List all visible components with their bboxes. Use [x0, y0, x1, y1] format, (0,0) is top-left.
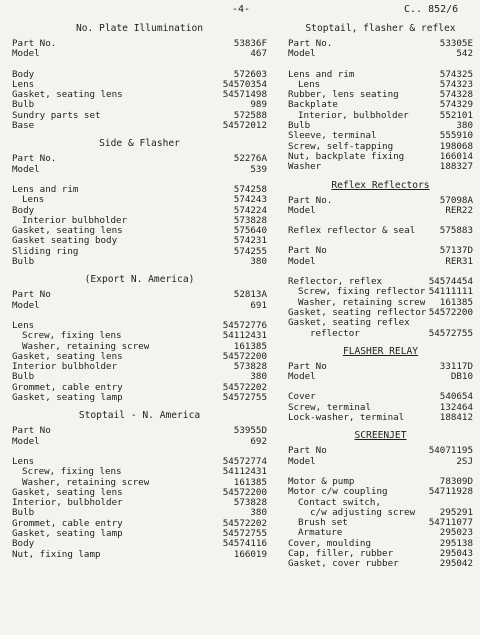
- page-number: -4-: [232, 4, 251, 15]
- part-value: 380: [456, 120, 473, 132]
- part-label: Body: [12, 69, 35, 80]
- part-value: 572588: [233, 109, 267, 121]
- part-label: Gasket, seating lens: [12, 90, 123, 101]
- part-row: [288, 457, 473, 467]
- part-value: 574231: [233, 235, 267, 247]
- part-label: Motor & pump: [288, 476, 355, 487]
- part-row: [12, 331, 267, 341]
- part-value: DB10: [450, 371, 473, 383]
- part-row: [288, 39, 473, 49]
- part-row: [12, 236, 267, 246]
- part-row: [12, 49, 267, 59]
- part-value: 57098A: [439, 194, 473, 206]
- part-label: Cover: [288, 392, 316, 403]
- part-label: Gasket seating body: [12, 236, 118, 247]
- part-value: 295291: [439, 506, 473, 518]
- part-label: Contact switch,: [298, 497, 381, 508]
- part-row: [12, 216, 267, 226]
- part-value: 132464: [439, 401, 473, 413]
- part-label: Part No.: [288, 39, 333, 49]
- part-value: 54570354: [222, 78, 267, 90]
- part-value: 54572755: [428, 327, 473, 339]
- section-heading: [288, 345, 473, 358]
- part-label: Model: [288, 372, 316, 383]
- section-heading: [12, 273, 267, 286]
- part-value: 539: [250, 163, 267, 175]
- part-value: 380: [250, 371, 267, 383]
- spacer: [12, 175, 267, 185]
- part-row: [12, 226, 267, 236]
- part-label: Screw, self-tapping: [288, 141, 394, 152]
- section-heading: [12, 22, 267, 35]
- section-heading-text: FLASHER RELAY: [342, 345, 419, 357]
- part-label: Reflex reflector & seal: [288, 226, 416, 237]
- part-value: 188412: [439, 412, 473, 424]
- part-label: Screw, terminal: [288, 402, 371, 413]
- part-value: 574328: [439, 89, 473, 101]
- part-label: Screw, fixing reflector: [298, 287, 426, 298]
- part-value: 54711928: [428, 486, 473, 498]
- part-value: 574323: [439, 78, 473, 90]
- part-label: Lens: [12, 456, 35, 467]
- part-row: [288, 318, 473, 328]
- part-label: Grommet, cable entry: [12, 382, 123, 393]
- right-column: [288, 20, 473, 576]
- part-row: [288, 413, 473, 423]
- section-heading-text: No. Plate Illumination: [75, 23, 204, 34]
- part-value: 54572200: [222, 486, 267, 498]
- part-value: 295042: [439, 558, 473, 570]
- part-label: Lens: [22, 195, 45, 206]
- part-label: Part No: [288, 246, 327, 257]
- part-label: Gasket, seating lamp: [12, 528, 123, 539]
- section-stoptail-n-america: [12, 409, 267, 560]
- part-label: Lens: [12, 79, 35, 90]
- part-row: [288, 206, 473, 216]
- part-label: reflector: [310, 328, 360, 339]
- part-label: Backplate: [288, 100, 338, 111]
- part-label: Rubber, lens seating: [288, 90, 399, 101]
- part-label: Model: [12, 49, 40, 60]
- part-value: 295023: [439, 527, 473, 539]
- part-row: [12, 100, 267, 110]
- part-label: Gasket, seating reflector: [288, 307, 427, 318]
- section-heading: [12, 137, 267, 150]
- part-value: 54571498: [222, 89, 267, 101]
- part-value: 33117D: [439, 360, 473, 372]
- part-label: Bulb: [12, 100, 35, 111]
- part-row: [288, 487, 473, 497]
- section-no-plate-illumination: [12, 22, 267, 131]
- part-row: [288, 308, 473, 318]
- part-value: RER31: [445, 255, 473, 267]
- part-label: Washer, retaining screw: [22, 477, 150, 488]
- part-label: Washer, retaining screw: [298, 297, 426, 308]
- part-label: Screw, fixing lens: [22, 467, 122, 478]
- part-label: Sleeve, terminal: [288, 131, 377, 142]
- part-row: [12, 352, 267, 362]
- part-row: [288, 329, 473, 339]
- part-label: Reflector, reflex: [288, 277, 383, 288]
- part-label: Lens: [12, 320, 35, 331]
- part-value: 573828: [233, 214, 267, 226]
- section-stoptail-flasher-reflex: [288, 22, 473, 173]
- part-row: [12, 437, 267, 447]
- part-value: RER22: [445, 204, 473, 216]
- part-label: Part No: [288, 446, 327, 457]
- part-label: Gasket, seating lens: [12, 226, 123, 237]
- part-value: 54572202: [222, 381, 267, 393]
- part-row: [12, 206, 267, 216]
- part-value: 54071195: [428, 445, 473, 457]
- part-value: 54572776: [222, 319, 267, 331]
- part-value: 573828: [233, 361, 267, 373]
- part-label: Nut, backplate fixing: [288, 151, 405, 162]
- part-value: 54112431: [222, 330, 267, 342]
- part-value: 54572755: [222, 392, 267, 404]
- part-value: 989: [250, 99, 267, 111]
- part-value: 552101: [439, 109, 473, 121]
- section-heading-text: Side & Flasher: [99, 138, 180, 150]
- part-value: 166014: [439, 150, 473, 162]
- section-heading: [288, 22, 473, 35]
- part-label: Part No: [12, 290, 51, 301]
- part-value: 574243: [233, 194, 267, 206]
- part-value: 53955D: [233, 425, 267, 437]
- part-label: Lens and rim: [288, 69, 355, 80]
- part-row: [288, 162, 473, 172]
- part-label: Interior, bulbholder: [12, 498, 123, 509]
- part-label: Gasket, seating lamp: [12, 393, 123, 404]
- part-row: [12, 362, 267, 372]
- part-value: 166019: [233, 548, 267, 560]
- part-label: Model: [288, 49, 316, 60]
- part-label: Brush set: [298, 518, 348, 529]
- part-value: 57137D: [439, 245, 473, 257]
- part-label: Part No: [12, 426, 51, 437]
- part-label: Body: [12, 539, 35, 550]
- part-label: Part No.: [12, 154, 57, 165]
- part-value: 574224: [233, 204, 267, 216]
- section-screenjet: [288, 429, 473, 569]
- section-heading: [288, 179, 473, 192]
- part-value: 54572012: [222, 120, 267, 132]
- part-label: Interior bulbholder: [12, 362, 118, 373]
- part-value: 542: [456, 48, 473, 60]
- part-label: Lock-washer, terminal: [288, 413, 405, 424]
- part-value: 572603: [233, 68, 267, 80]
- part-row: [288, 446, 473, 456]
- part-value: 54574116: [222, 538, 267, 550]
- part-value: 692: [250, 435, 267, 447]
- part-value: 54572202: [222, 517, 267, 529]
- part-label: Nut, fixing lamp: [12, 549, 101, 560]
- part-label: Interior bulbholder: [22, 215, 128, 226]
- part-label: Body: [12, 205, 35, 216]
- part-row: [288, 372, 473, 382]
- part-label: Washer, retaining screw: [22, 341, 150, 352]
- part-row: [12, 550, 267, 560]
- part-value: 54112431: [222, 466, 267, 478]
- part-row: [288, 362, 473, 372]
- part-value: 574329: [439, 99, 473, 111]
- section-heading-text: Stoptail - N. America: [78, 410, 201, 422]
- part-value: 555910: [439, 130, 473, 142]
- section-reflex-reflectors: [288, 179, 473, 339]
- section-export-n-america: [12, 273, 267, 403]
- section-heading-text: Stoptail, flasher & reflex: [305, 23, 456, 34]
- part-label: Motor c/w coupling: [288, 487, 388, 498]
- part-row: [288, 559, 473, 569]
- part-row: [12, 426, 267, 436]
- left-column: [12, 20, 267, 566]
- part-value: 53305E: [439, 38, 473, 49]
- document-reference: C.. 852/6: [404, 4, 459, 15]
- part-label: Sundry parts set: [12, 110, 101, 121]
- part-value: 54572200: [428, 306, 473, 318]
- part-label: Model: [288, 256, 316, 267]
- part-value: 78309D: [439, 475, 473, 487]
- section-heading: [12, 409, 267, 422]
- part-value: 574258: [233, 183, 267, 195]
- part-value: 54111111: [428, 286, 473, 298]
- part-label: Armature: [298, 528, 343, 539]
- part-row: [288, 226, 473, 236]
- part-label: Model: [12, 436, 40, 447]
- part-value: 54572774: [222, 455, 267, 467]
- section-heading-text: Reflex Reflectors: [331, 179, 430, 191]
- part-label: Part No.: [288, 195, 333, 206]
- part-value: 573828: [233, 497, 267, 509]
- part-label: Interior, bulbholder: [298, 110, 409, 121]
- spacer: [12, 60, 267, 70]
- part-value: 2SJ: [456, 455, 473, 467]
- part-row: [12, 39, 267, 49]
- part-value: 188327: [439, 161, 473, 173]
- part-value: 198068: [439, 140, 473, 152]
- section-flasher-relay: [288, 345, 473, 423]
- part-value: 161385: [439, 296, 473, 308]
- part-label: Screw, fixing lens: [22, 331, 122, 342]
- part-row: [12, 257, 267, 267]
- part-value: 54574454: [428, 276, 473, 288]
- part-value: 380: [250, 507, 267, 519]
- part-row: [12, 165, 267, 175]
- part-row: [12, 154, 267, 164]
- part-row: [12, 498, 267, 508]
- part-value: 575883: [439, 225, 473, 237]
- part-value: 540654: [439, 391, 473, 403]
- part-value: 574325: [439, 68, 473, 80]
- part-value: 295138: [439, 537, 473, 549]
- part-label: Bulb: [288, 121, 311, 132]
- part-value: 467: [250, 48, 267, 60]
- section-heading-text: (Export N. America): [84, 274, 195, 286]
- part-label: Bulb: [12, 257, 35, 268]
- part-label: Gasket, seating lens: [12, 351, 123, 362]
- part-value: 52276A: [233, 153, 267, 165]
- section-side-flasher: [12, 137, 267, 267]
- part-value: 53836F: [233, 38, 267, 49]
- part-row: [288, 111, 473, 121]
- part-value: 161385: [233, 340, 267, 352]
- part-row: [12, 488, 267, 498]
- part-label: Model: [12, 164, 40, 175]
- part-row: [12, 247, 267, 257]
- part-row: [12, 539, 267, 549]
- part-value: 574255: [233, 245, 267, 257]
- part-label: Gasket, seating lens: [12, 487, 123, 498]
- part-row: [12, 90, 267, 100]
- part-row: [288, 49, 473, 59]
- part-label: Lens: [298, 79, 321, 90]
- part-row: [12, 393, 267, 403]
- part-row: [12, 301, 267, 311]
- part-label: Model: [288, 205, 316, 216]
- part-label: Bulb: [12, 508, 35, 519]
- part-label: Base: [12, 121, 35, 132]
- part-value: 691: [250, 299, 267, 311]
- part-label: Cover, moulding: [288, 538, 371, 549]
- section-heading: [288, 429, 473, 442]
- part-label: Grommet, cable entry: [12, 518, 123, 529]
- part-value: 161385: [233, 476, 267, 488]
- part-row: [12, 195, 267, 205]
- part-row: [288, 257, 473, 267]
- part-row: [12, 290, 267, 300]
- part-value: 52813A: [233, 289, 267, 301]
- part-value: 54711077: [428, 517, 473, 529]
- part-label: Gasket, cover rubber: [288, 559, 399, 570]
- part-label: Model: [288, 456, 316, 467]
- part-value: 575640: [233, 225, 267, 237]
- part-row: [12, 121, 267, 131]
- part-label: Lens and rim: [12, 184, 79, 195]
- part-label: Cap, filler, rubber: [288, 548, 394, 559]
- part-value: 295043: [439, 547, 473, 559]
- part-value: 54572200: [222, 350, 267, 362]
- part-row: [12, 467, 267, 477]
- section-heading-text: SCREENJET: [354, 430, 407, 442]
- part-label: Part No.: [12, 39, 57, 49]
- part-label: c/w adjusting screw: [310, 507, 416, 518]
- part-label: Gasket, seating reflex: [288, 318, 410, 329]
- part-label: Washer: [288, 162, 322, 173]
- part-row: [12, 185, 267, 195]
- part-label: Bulb: [12, 372, 35, 383]
- part-label: Model: [12, 300, 40, 311]
- part-label: Part No: [288, 361, 327, 372]
- part-value: 54572755: [222, 527, 267, 539]
- part-value: 380: [250, 256, 267, 268]
- part-label: Sliding ring: [12, 246, 79, 257]
